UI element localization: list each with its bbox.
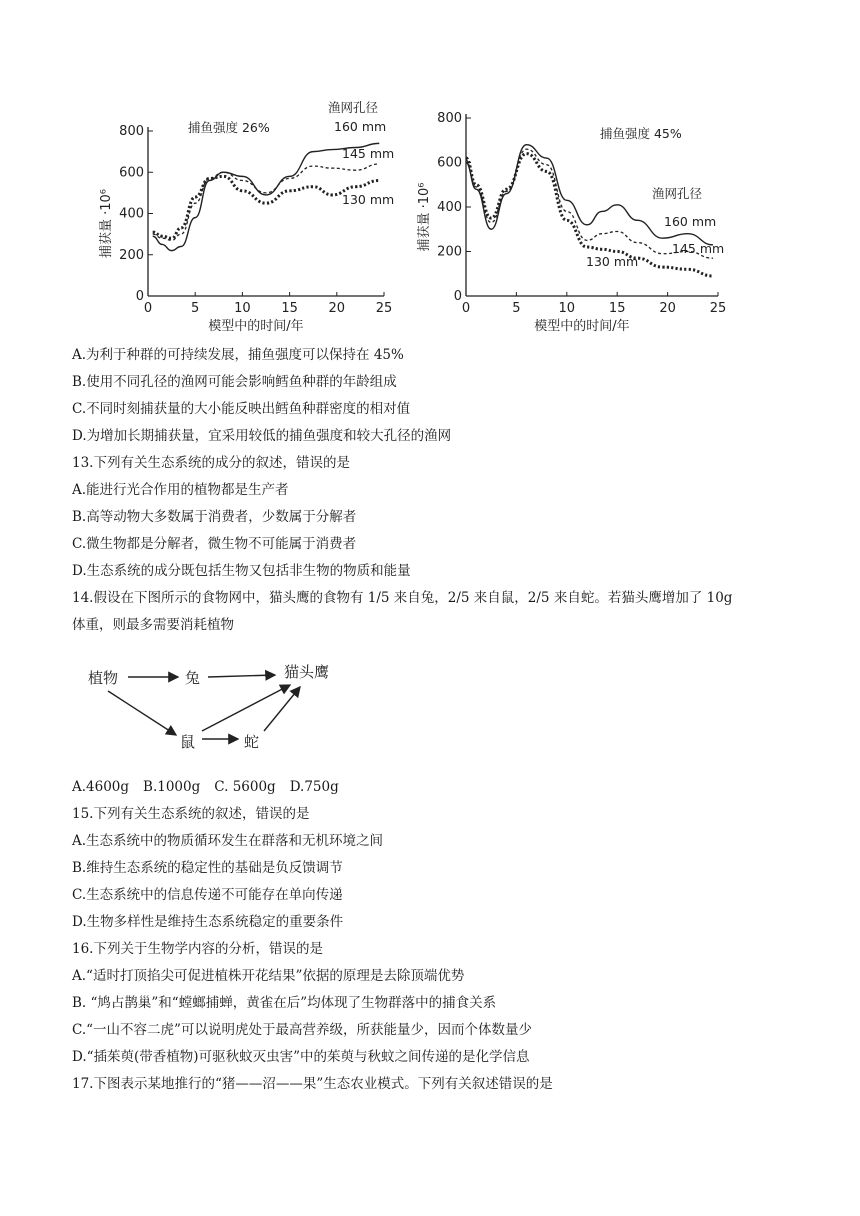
series-line-130mm [153, 176, 380, 238]
food-web-svg [78, 655, 378, 755]
node-snake: 蛇 [244, 733, 260, 751]
x-tick-label: 5 [191, 301, 200, 316]
q13-stem: 13.下列有关生态系统的成分的叙述，错误的是 [72, 455, 350, 471]
q15-option-b: B.维持生态系统的稳定性的基础是负反馈调节 [72, 860, 343, 876]
q15-option-c: C.生态系统中的信息传递不可能存在单向传递 [72, 887, 343, 903]
q12-option-c: C.不同时刻捕获量的大小能反映出鳕鱼种群密度的相对值 [72, 401, 411, 417]
node-mouse: 鼠 [180, 733, 196, 751]
q16-option-b: B. “鸠占鹊巢”和“螳螂捕蝉，黄雀在后”均体现了生物群落中的捕食关系 [72, 995, 497, 1011]
legend-title: 渔网孔径 [328, 100, 379, 115]
series-label: 160 mm [664, 214, 717, 229]
q14-option-a: A.4600g [72, 779, 130, 795]
series-label: 145 mm [342, 146, 395, 161]
x-tick-label: 15 [281, 301, 298, 316]
catch-chart-45 [417, 96, 740, 336]
q12-option-b: B.使用不同孔径的渔网可能会影响鳕鱼种群的年龄组成 [72, 374, 397, 390]
q17-stem: 17.下图表示某地推行的“猪——沼——果”生态农业模式。下列有关叙述错误的是 [72, 1076, 553, 1092]
y-tick-label: 600 [119, 165, 144, 181]
x-tick-label: 15 [608, 301, 626, 316]
x-axis-label: 模型中的时间/年 [534, 319, 630, 334]
q14-option-d: D.750g [289, 779, 339, 795]
q14-stem-line1: 14.假设在下图所示的食物网中，猫头鹰的食物有 1/5 来自兔，2/5 来自鼠，2/5 来自蛇。若猫头鹰增加了 10g [72, 590, 733, 606]
q13-option-a: A.能进行光合作用的植物都是生产者 [72, 482, 289, 498]
y-tick-label: 400 [119, 206, 144, 222]
x-axis-label: 模型中的时间/年 [208, 319, 304, 334]
x-tick-label: 25 [709, 301, 727, 316]
q14-option-c: C. 5600g [214, 779, 276, 795]
q16-option-c: C.“一山不容二虎”可以说明虎处于最高营养级，所获能量少，因而个体数量少 [72, 1022, 532, 1038]
series-label: 145 mm [672, 241, 725, 256]
intensity-annotation: 捕鱼强度 45% [600, 126, 682, 141]
y-tick-label: 200 [119, 247, 144, 263]
chart-svg [417, 96, 740, 336]
q14-options [72, 777, 339, 797]
arrow-rabbit-owl [208, 675, 275, 677]
q14-stem-line2: 体重，则最多需要消耗植物 [72, 617, 234, 633]
series-label: 130 mm [586, 254, 639, 269]
series-label: 160 mm [334, 119, 387, 134]
x-tick-label: 25 [375, 301, 393, 316]
y-tick-label: 800 [437, 111, 462, 126]
q14-option-b: B.1000g [143, 779, 201, 795]
intensity-annotation: 捕鱼强度 26% [188, 120, 270, 135]
q16-option-d: D.“插茱萸(带香植物)可驱秋蚊灭虫害”中的茱萸与秋蚊之间传递的是化学信息 [72, 1049, 530, 1065]
y-tick-label: 200 [437, 244, 462, 260]
q16-stem: 16.下列关于生物学内容的分析，错误的是 [72, 941, 323, 957]
arrow-mouse-owl [202, 685, 290, 731]
food-web-diagram [78, 655, 378, 755]
q13-option-b: B.高等动物大多数属于消费者，少数属于分解者 [72, 509, 357, 525]
y-tick-label: 0 [453, 289, 462, 304]
x-tick-label: 0 [461, 301, 471, 316]
arrow-plant-mouse [108, 691, 176, 735]
q13-option-c: C.微生物都是分解者，微生物不可能属于消费者 [72, 536, 357, 552]
y-axis-label: 捕获量 ·10⁶ [417, 182, 432, 252]
x-tick-label: 10 [558, 301, 576, 316]
y-tick-label: 800 [119, 124, 144, 139]
series-label: 130 mm [342, 192, 395, 207]
q15-stem: 15.下列有关生态系统的叙述，错误的是 [72, 806, 310, 822]
x-tick-label: 10 [234, 301, 251, 316]
q12-option-d: D.为增加长期捕获量，宜采用较低的捕鱼强度和较大孔径的渔网 [72, 428, 452, 444]
catch-chart-26 [96, 96, 406, 336]
x-tick-label: 20 [659, 301, 676, 316]
q15-option-d: D.生物多样性是维持生态系统稳定的重要条件 [72, 914, 344, 930]
y-tick-label: 600 [437, 155, 462, 171]
q16-option-a: A.“适时打顶掐尖可促进植株开花结果”依据的原理是去除顶端优势 [72, 968, 465, 984]
node-rabbit: 兔 [185, 669, 201, 687]
node-plant: 植物 [88, 669, 119, 687]
node-owl: 猫头鹰 [284, 663, 330, 681]
x-tick-label: 0 [143, 301, 153, 316]
q12-option-a: A.为利于种群的可持续发展，捕鱼强度可以保持在 45% [72, 347, 404, 363]
q13-option-d: D.生态系统的成分既包括生物又包括非生物的物质和能量 [72, 563, 411, 579]
x-tick-label: 5 [512, 301, 521, 316]
chart-svg [96, 96, 406, 336]
y-axis-label: 捕获量 ·10⁶ [99, 188, 114, 259]
arrow-snake-owl [264, 687, 300, 731]
q15-option-a: A.生态系统中的物质循环发生在群落和无机环境之间 [72, 833, 384, 849]
y-tick-label: 0 [135, 289, 144, 304]
legend-title: 渔网孔径 [652, 186, 703, 201]
y-tick-label: 400 [437, 200, 462, 215]
x-tick-label: 20 [328, 301, 346, 316]
